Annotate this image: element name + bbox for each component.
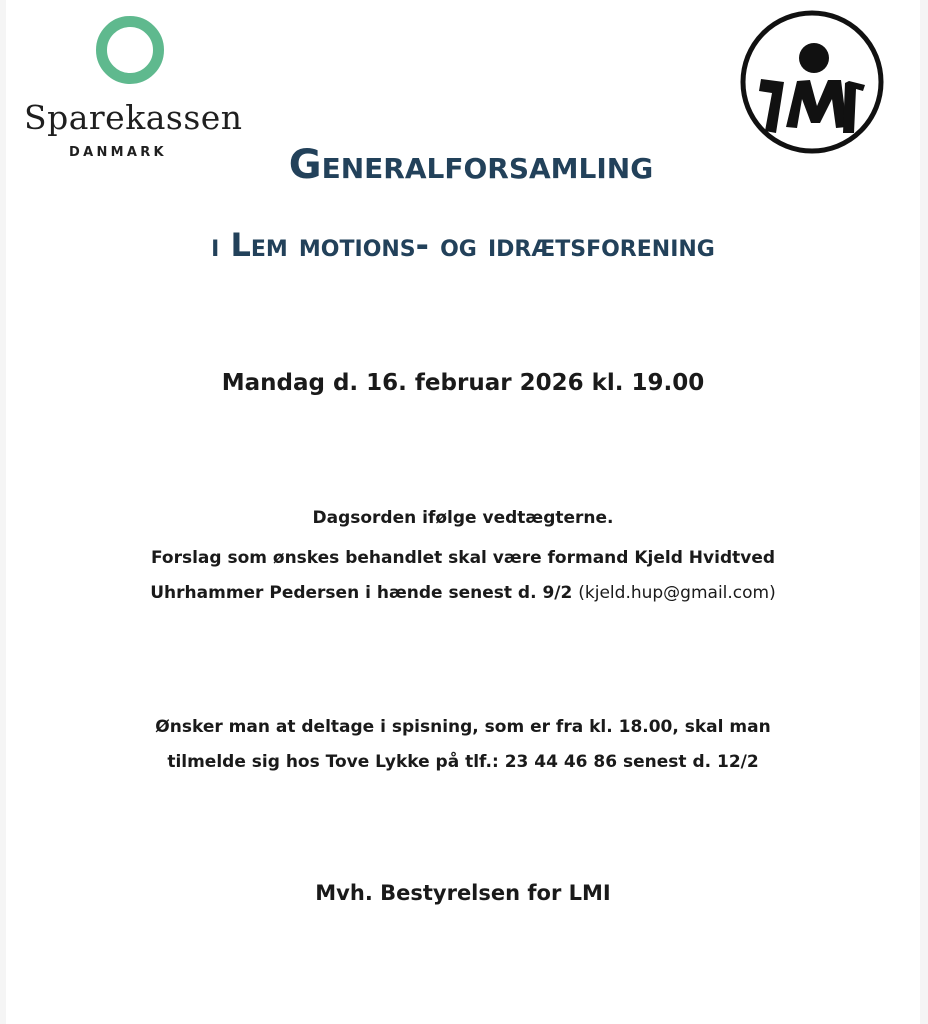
proposal-line-2-text: Uhrhammer Pedersen i hænde senest d. 9/2	[150, 583, 573, 603]
page-subtitle: i Lem motions- og idrætsforening	[211, 226, 715, 264]
page-title: Generalforsamling	[288, 142, 654, 188]
proposal-line-1: Forslag som ønskes behandlet skal være formand Kjeld Hvidtved	[150, 548, 776, 568]
flyer-page	[6, 0, 920, 1024]
sparekassen-name: Sparekassen	[24, 98, 243, 137]
dinner-line-2: tilmelde sig hos Tove Lykke på tlf.: 23 44 46 86 senest d. 12/2	[167, 752, 759, 772]
sparekassen-ring-icon	[96, 16, 164, 84]
sparekassen-subtitle: DANMARK	[69, 145, 167, 160]
agenda-line: Dagsorden ifølge vedtægterne.	[312, 508, 614, 528]
lmi-logo	[739, 9, 885, 155]
meeting-date: Mandag d. 16. februar 2026 kl. 19.00	[221, 370, 705, 396]
contact-email: (kjeld.hup@gmail.com)	[578, 583, 776, 603]
dinner-line-1: Ønsker man at deltage i spisning, som er fra kl. 18.00, skal man	[155, 717, 771, 737]
signature: Mvh. Bestyrelsen for LMI	[315, 881, 611, 905]
proposal-line-2	[6, 583, 920, 603]
lmi-emblem-icon	[739, 9, 885, 155]
